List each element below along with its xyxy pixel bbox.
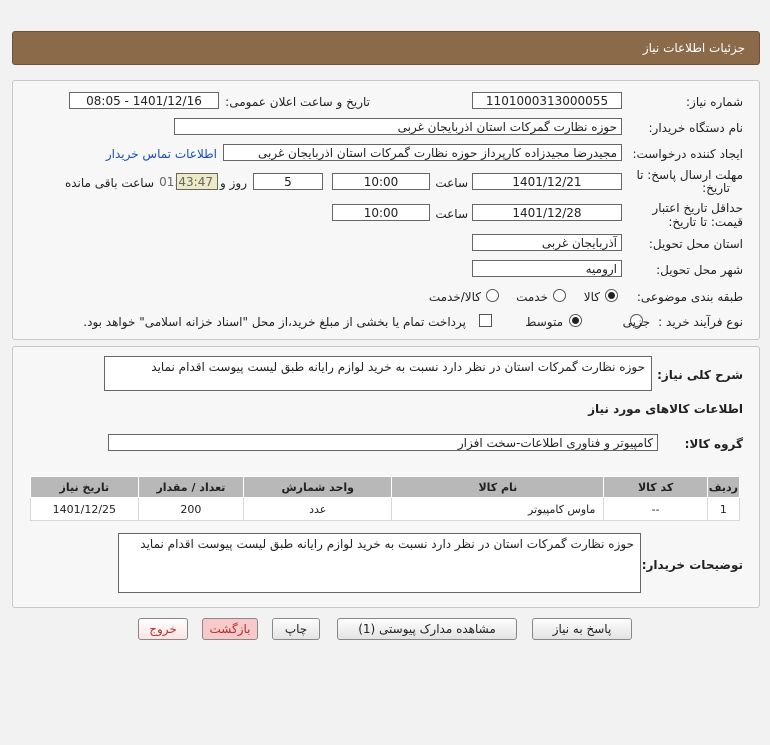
cell-date: 1401/12/25 [31, 498, 139, 521]
col-name: نام کالا [392, 477, 604, 498]
validity-time-field: 10:00 [332, 204, 430, 221]
print-button[interactable]: چاپ [272, 618, 320, 640]
process-medium-radio[interactable] [569, 314, 582, 327]
category-goods-service-radio[interactable] [486, 289, 499, 302]
deadline-time-label: ساعت [435, 176, 468, 190]
group-label: گروه کالا: [684, 437, 743, 451]
deadline-date-field: 1401/12/21 [472, 173, 622, 190]
requester-label: ایجاد کننده درخواست: [632, 147, 743, 161]
deadline-time-field: 10:00 [332, 173, 430, 190]
cell-name: ماوس کامپیوتر [392, 498, 604, 521]
table-header-row [31, 477, 740, 498]
validity-label: حداقل تاریخ اعتبار [652, 201, 743, 215]
announce-label: تاریخ و ساعت اعلان عمومی: [225, 95, 370, 109]
days-field: 5 [253, 173, 323, 190]
validity-label-2: قیمت: تا تاریخ: [668, 215, 743, 229]
payment-note: پرداخت تمام یا بخشی از مبلغ خرید،از محل "اسناد خزانه اسلامی" خواهد بود. [83, 315, 466, 329]
col-code: کد کالا [604, 477, 707, 498]
buyer-org-label: نام دستگاه خریدار: [648, 121, 743, 135]
summary-text: حوزه نظارت گمرکات استان در نظر دارد نسبت به خرید لوازم رایانه طبق لیست پیوست اقدام نماید [104, 356, 652, 391]
province-label: استان محل تحویل: [648, 237, 743, 251]
col-row: ردیف [707, 477, 739, 498]
validity-time-label: ساعت [435, 207, 468, 221]
remaining-label: ساعت باقی مانده [64, 176, 154, 190]
category-goods-label: کالا [583, 290, 600, 304]
process-label: نوع فرآیند خرید : [658, 315, 743, 329]
category-goods-radio[interactable] [605, 289, 618, 302]
contact-buyer-link[interactable]: اطلاعات تماس خریدار [105, 147, 217, 161]
col-unit: واحد شمارش [244, 477, 392, 498]
buyer-notes-text: حوزه نظارت گمرکات استان در نظر دارد نسبت به خرید لوازم رایانه طبق لیست پیوست اقدام نماید [118, 533, 641, 593]
city-label: شهر محل تحویل: [656, 263, 743, 277]
back-button[interactable]: بازگشت [202, 618, 258, 640]
deadline-label-2: تاریخ: [702, 181, 730, 195]
category-goods-service-label: کالا/خدمت [428, 290, 481, 304]
announce-field: 1401/12/16 - 08:05 [69, 92, 219, 109]
page-title: جزئیات اطلاعات نیاز [642, 41, 745, 55]
need-number-label: شماره نیاز: [686, 95, 743, 109]
goods-table [30, 476, 740, 521]
city-field: ارومیه [472, 260, 622, 277]
exit-button[interactable]: خروج [138, 618, 188, 640]
buyer-notes-label: توضیحات خریدار: [641, 558, 743, 572]
buyer-org-field: حوزه نظارت گمرکات استان اذربایجان غربی [174, 118, 622, 135]
remaining-time-field: 01:43:47 [176, 173, 218, 190]
category-service-label: خدمت [516, 290, 548, 304]
cell-unit: عدد [244, 498, 392, 521]
cell-row: 1 [707, 498, 739, 521]
deadline-label: مهلت ارسال پاسخ: تا [636, 168, 743, 182]
category-service-radio[interactable] [553, 289, 566, 302]
col-date: تاریخ نیاز [31, 477, 139, 498]
group-field: کامپیوتر و فناوری اطلاعات-سخت افزار [108, 434, 658, 451]
province-field: آذربایجان غربی [472, 234, 622, 251]
days-label: روز و [220, 176, 247, 190]
treasury-checkbox[interactable] [479, 314, 492, 327]
col-qty: تعداد / مقدار [138, 477, 244, 498]
validity-date-field: 1401/12/28 [472, 204, 622, 221]
category-label: طبقه بندی موضوعی: [636, 290, 743, 304]
cell-code: -- [604, 498, 707, 521]
process-minor-label: جزیی [622, 315, 650, 329]
process-medium-label: متوسط [525, 315, 563, 329]
reply-button[interactable]: پاسخ به نیاز [532, 618, 632, 640]
cell-qty: 200 [138, 498, 244, 521]
table-row [31, 498, 740, 521]
page-header [12, 31, 760, 65]
requester-field: مجیدرضا مجیدزاده کارپرداز حوزه نظارت گمرکات استان اذربایجان غربی [223, 144, 622, 161]
need-number-field: 1101000313000055 [472, 92, 622, 109]
goods-info-title: اطلاعات کالاهای مورد نیاز [588, 402, 743, 416]
attachments-button[interactable]: مشاهده مدارک پیوستی (1) [337, 618, 517, 640]
summary-label: شرح کلی نیاز: [657, 368, 743, 382]
